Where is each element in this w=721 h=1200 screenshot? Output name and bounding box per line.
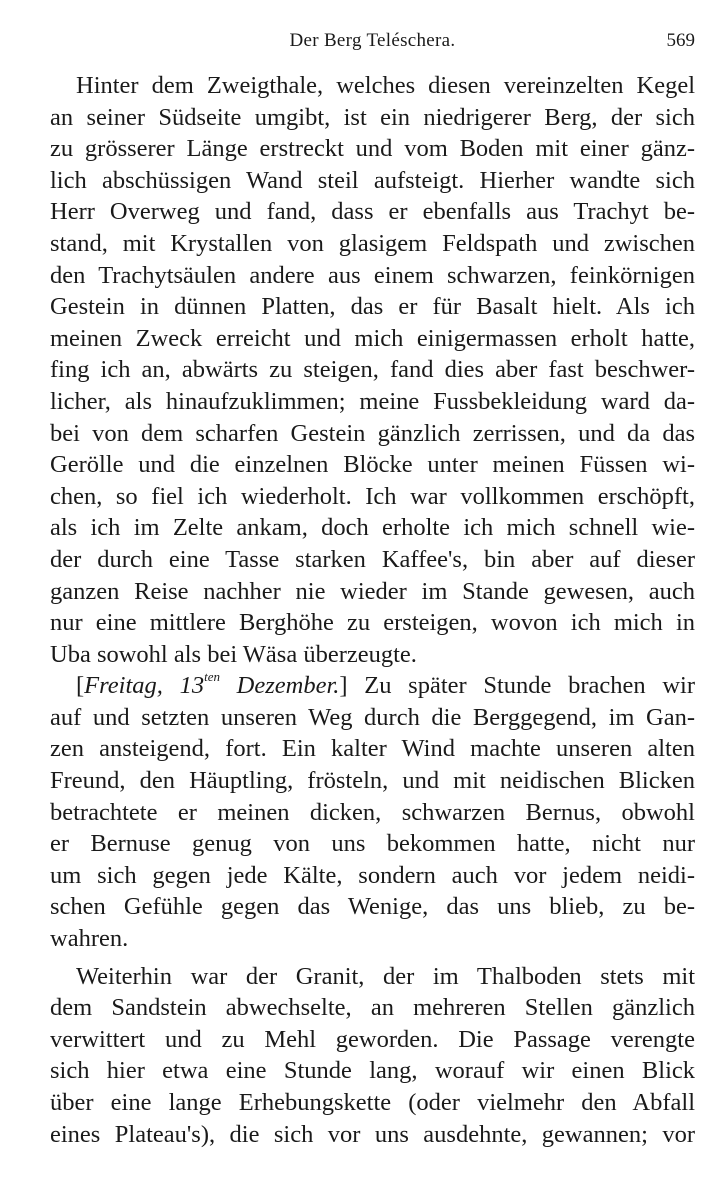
text-line: eines Plateau's), die sich vor uns ausdehnte, gewannen; vor [50, 1120, 695, 1148]
text-line: er Bernuse genug von uns bekommen hatte, nicht nur [50, 830, 695, 858]
text-line: der durch eine Tasse starken Kaffee's, bin aber auf dieser [50, 545, 695, 573]
text-line: als ich im Zelte ankam, doch erholte ich mich schnell wie- [50, 514, 695, 542]
text-line: über eine lange Erhebungskette (oder vielmehr den Abfall [50, 1089, 695, 1116]
date-heading [84, 669, 340, 700]
text-line: Freund, den Häuptling, frösteln, und mit neidischen Blicken [50, 767, 695, 795]
text-line: Weiterhin war der Granit, der im Thalboden stets mit [76, 962, 695, 990]
text-line: Gerölle und die einzelnen Blöcke unter meinen Füssen wi- [50, 451, 695, 479]
page-header [50, 30, 695, 60]
first-line-rest: Zu später Stunde brachen wir [347, 672, 695, 700]
text-line: an seiner Südseite umgibt, ist ein niedrigerer Berg, der sich [50, 103, 695, 131]
paragraph-1 [50, 70, 695, 670]
text-line: den Trachytsäulen andere aus einem schwarzen, feinkörnigen [50, 261, 695, 289]
text-line: sich hier etwa eine Stunde lang, worauf wir einen Blick [50, 1057, 695, 1085]
text-line-dated [50, 670, 695, 702]
text-line: stand, mit Krystallen von glasigem Feldspath und zwischen [50, 229, 695, 257]
date-month: Dezember. [219, 672, 340, 700]
text-line: Herr Overweg und fand, dass er ebenfalls aus Trachyt be- [50, 198, 695, 226]
page-number: 569 [666, 30, 695, 51]
body-text [50, 70, 695, 1150]
text-line: Hinter dem Zweigthale, welches diesen vereinzelten Kegel [76, 72, 695, 99]
paragraph-2 [50, 670, 695, 954]
text-line: dem Sandstein abwechselte, an mehreren Stellen gänzlich [50, 994, 695, 1022]
text-line: nur eine mittlere Berghöhe zu ersteigen, wovon ich mich in [50, 609, 695, 637]
text-line: Gestein in dünnen Platten, das er für Basalt hielt. Als ich [50, 293, 695, 321]
text-line: wahren. [50, 925, 129, 953]
text-line: um sich gegen jede Kälte, sondern auch vor jedem neidi- [50, 861, 695, 889]
text-line: meinen Zweck erreicht und mich einigermassen erholt hatte, [50, 324, 695, 352]
text-line: lich abschüssigen Wand steil aufsteigt. Hierher wandte sich [50, 166, 695, 194]
text-line: chen, so fiel ich wiederholt. Ich war vollkommen erschöpft, [50, 482, 695, 510]
text-line: licher, als hinaufzuklimmen; meine Fussbekleidung ward da- [50, 387, 695, 415]
text-line: Uba sowohl als bei Wäsa überzeugte. [50, 640, 417, 668]
date-superscript: ten [204, 669, 220, 685]
text-line: bei von dem scharfen Gestein gänzlich zerrissen, und da das [50, 419, 695, 447]
paragraph-3 [50, 961, 695, 1151]
date-bracket-close: ] [339, 672, 348, 700]
date-bracket-open: [ [76, 672, 85, 700]
text-line: zu grösserer Länge erstreckt und vom Boden mit einer gänz- [50, 135, 695, 163]
text-line: ganzen Reise nachher nie wieder im Stande gewesen, auch [50, 577, 695, 605]
text-line: schen Gefühle gegen das Wenige, das uns blieb, zu be- [50, 893, 695, 921]
text-line: betrachtete er meinen dicken, schwarzen Bernus, obwohl [50, 798, 695, 826]
running-title: Der Berg Teléschera. [289, 30, 456, 51]
text-line: fing ich an, abwärts zu steigen, fand dies aber fast beschwer- [50, 356, 695, 384]
date-weekday: Freitag, 13 [84, 672, 205, 700]
text-line: zen ansteigend, fort. Ein kalter Wind machte unseren alten [50, 735, 695, 763]
text-line: auf und setzten unseren Weg durch die Berggegend, im Gan- [50, 703, 695, 731]
text-line: verwittert und zu Mehl geworden. Die Passage verengte [50, 1025, 695, 1053]
